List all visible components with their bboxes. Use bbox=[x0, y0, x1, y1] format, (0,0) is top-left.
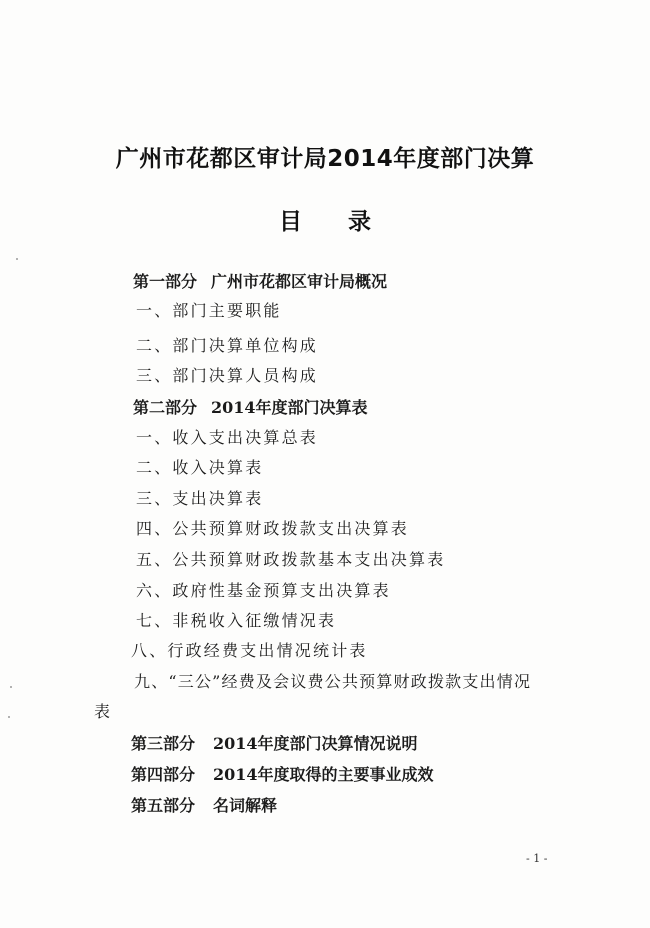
toc-part-3-title: 2014年度部门决算情况说明 bbox=[213, 734, 418, 753]
toc-part-4-prefix: 第四部分 bbox=[131, 765, 196, 784]
toc-item: 二、收入决算表 bbox=[136, 458, 264, 477]
document-title: 广州市花都区审计局2014年度部门决算 bbox=[115, 146, 535, 172]
toc-part-1-title: 广州市花都区审计局概况 bbox=[211, 272, 388, 291]
toc-item-wrapped-continuation: 表 bbox=[94, 702, 112, 721]
scan-speck bbox=[10, 686, 12, 688]
toc-heading-char-2: 录 bbox=[348, 209, 371, 235]
toc-item: 三、支出决算表 bbox=[136, 489, 264, 508]
toc-item: 一、部门主要职能 bbox=[136, 301, 282, 320]
page-number: - 1 - bbox=[526, 852, 548, 865]
toc-item-wrapped bbox=[94, 672, 552, 722]
toc-part-3 bbox=[131, 734, 418, 754]
toc-heading-char-1: 目 bbox=[279, 209, 302, 235]
toc-item: 一、收入支出决算总表 bbox=[136, 428, 319, 447]
toc-part-5-prefix: 第五部分 bbox=[131, 796, 196, 815]
toc-part-3-prefix: 第三部分 bbox=[131, 734, 196, 753]
toc-part-4-title: 2014年度取得的主要事业成效 bbox=[213, 765, 434, 784]
toc-item: 七、非税收入征缴情况表 bbox=[136, 611, 337, 630]
toc-item: 四、公共预算财政拨款支出决算表 bbox=[136, 519, 410, 538]
scan-speck bbox=[16, 258, 18, 260]
toc-item: 六、政府性基金预算支出决算表 bbox=[136, 581, 391, 600]
toc-part-4 bbox=[131, 765, 434, 785]
scan-speck bbox=[8, 716, 10, 718]
toc-part-5 bbox=[131, 796, 277, 816]
toc-item-wrapped-text: 九、“三公”经费及会议费公共预算财政拨款支出情况 bbox=[134, 672, 532, 691]
toc-item: 八、行政经费支出情况统计表 bbox=[131, 641, 368, 660]
toc-part-5-title: 名词解释 bbox=[213, 796, 278, 815]
toc-part-2-title: 2014年度部门决算表 bbox=[211, 398, 368, 417]
toc-item: 二、部门决算单位构成 bbox=[136, 336, 319, 355]
toc-part-1-prefix: 第一部分 bbox=[133, 272, 198, 291]
toc-part-2 bbox=[133, 398, 368, 418]
toc-heading bbox=[0, 203, 650, 236]
toc-item: 三、部门决算人员构成 bbox=[136, 366, 319, 385]
toc-part-1 bbox=[133, 272, 387, 292]
toc-item: 五、公共预算财政拨款基本支出决算表 bbox=[136, 550, 446, 569]
toc-part-2-prefix: 第二部分 bbox=[133, 398, 198, 417]
